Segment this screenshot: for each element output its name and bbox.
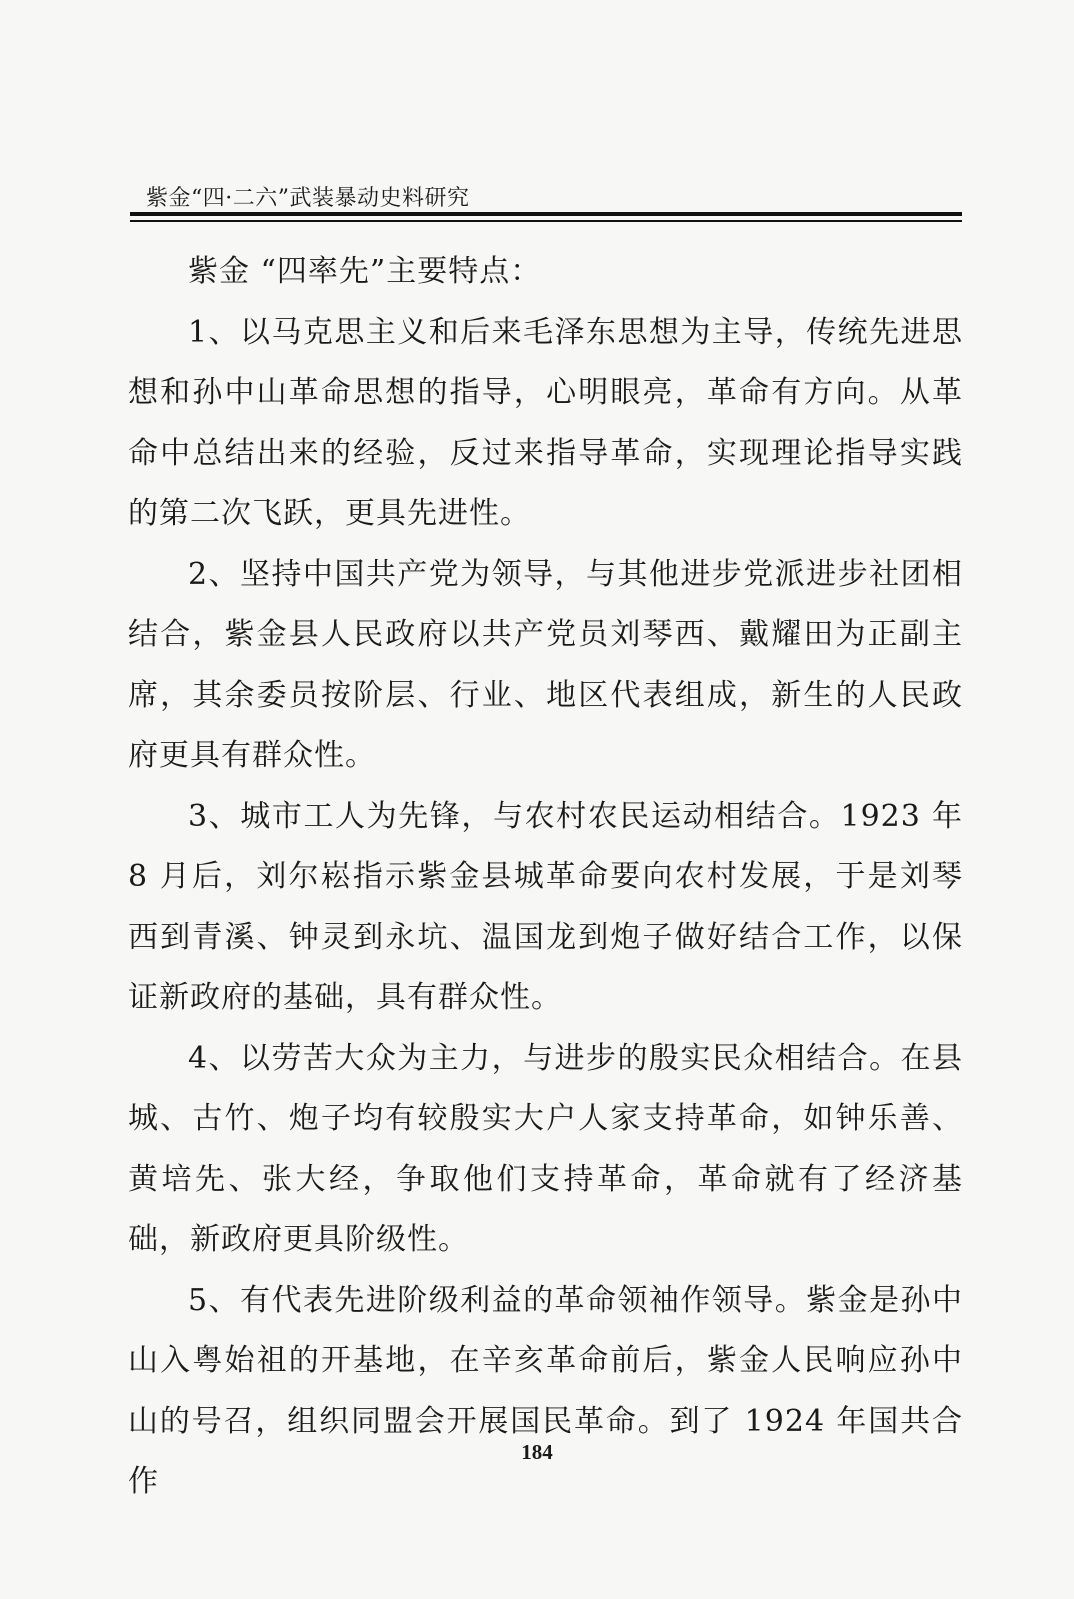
page-number: 184: [521, 1440, 553, 1464]
header-rule-thick: [130, 212, 962, 216]
paragraph-1: 1、以马克思主义和后来毛泽东思想为主导，传统先进思想和孙中山革命思想的指导，心明眼亮，革命有方向。从革命中总结出来的经验，反过来指导革命，实现理论指导实践的第二次飞跃，更具先进性。: [128, 314, 963, 531]
header-rule-thin: [130, 220, 962, 222]
paragraph-3: 3、城市工人为先锋，与农村农民运动相结合。1923 年 8 月后，刘尔崧指示紫金县城革命要向农村发展，于是刘琴西到青溪、钟灵到永坑、温国龙到炮子做好结合工作，以保证新政府的基础，具有群众性。: [128, 798, 963, 1015]
running-header: 紫金“四·二六”武装暴动史料研究: [146, 186, 470, 211]
paragraph-5: 5、有代表先进阶级利益的革命领袖作领导。紫金是孙中山入粤始祖的开基地，在辛亥革命前后，紫金人民响应孙中山的号召，组织同盟会开展国民革命。到了 1924 年国共合作: [128, 1282, 963, 1499]
paragraph-4: 4、以劳苦大众为主力，与进步的殷实民众相结合。在县城、古竹、炮子均有较殷实大户人家支持革命，如钟乐善、黄培先、张大经，争取他们支持革命，革命就有了经济基础，新政府更具阶级性。: [128, 1040, 963, 1257]
paragraph-2: 2、坚持中国共产党为领导，与其他进步党派进步社团相结合，紫金县人民政府以共产党员刘琴西、戴耀田为正副主席，其余委员按阶层、行业、地区代表组成，新生的人民政府更具有群众性。: [128, 556, 963, 773]
body-text: [128, 242, 963, 1513]
section-title: 紫金 “四率先”主要特点：: [188, 254, 542, 289]
